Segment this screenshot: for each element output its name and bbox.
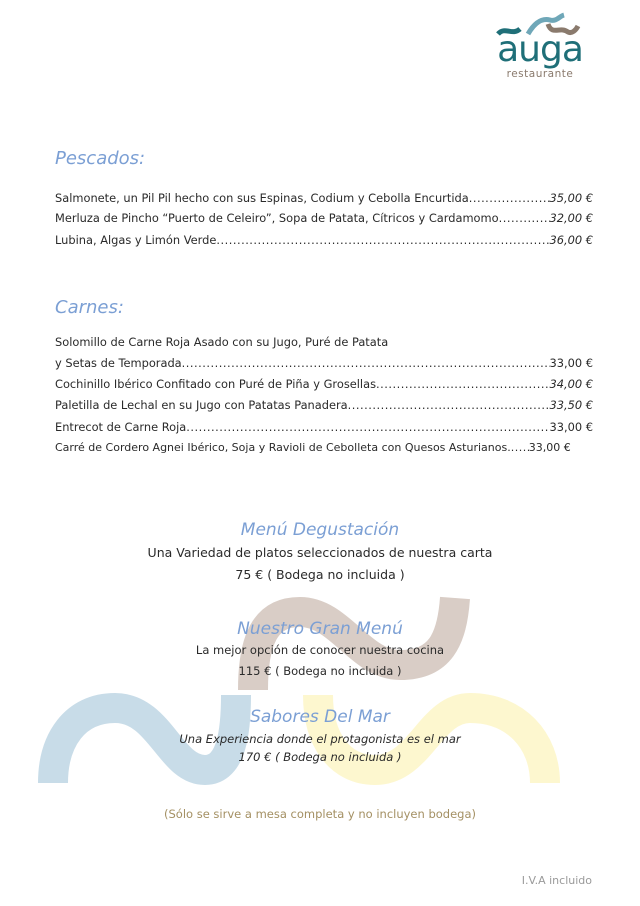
leader-dots bbox=[499, 211, 550, 225]
item-price: 35,00 € bbox=[549, 191, 593, 205]
menu-degustacion-title: Menú Degustación bbox=[240, 520, 400, 540]
menu-item bbox=[55, 233, 593, 247]
menu-item-line1 bbox=[55, 335, 593, 349]
leader-dots bbox=[376, 377, 550, 391]
item-price: 33,00 € bbox=[549, 356, 593, 370]
logo-wave-icon bbox=[490, 12, 590, 38]
iva-note: I.V.A incluido bbox=[521, 874, 592, 887]
restaurant-logo bbox=[490, 12, 590, 80]
menu-degustacion-description: Una Variedad de platos seleccionados de nuestra carta bbox=[147, 545, 493, 560]
sabores-del-mar-price: 170 € ( Bodega no incluida ) bbox=[238, 750, 402, 764]
item-price: 36,00 € bbox=[549, 233, 593, 247]
section-title-pescados: Pescados: bbox=[55, 148, 146, 169]
menu-item bbox=[55, 420, 593, 434]
leader-dots bbox=[348, 398, 550, 412]
menu-item bbox=[55, 398, 593, 412]
leader-dots bbox=[186, 420, 549, 434]
item-name: Solomillo de Carne Roja Asado con su Jugo, Puré de Patata bbox=[55, 335, 389, 349]
logo-subtitle: restaurante bbox=[506, 68, 574, 80]
menu-item bbox=[55, 211, 593, 225]
item-name: Carré de Cordero Agnei Ibérico, Soja y Ravioli de Cebolleta con Quesos Asturianos. bbox=[55, 441, 511, 454]
menu-item bbox=[55, 377, 593, 391]
leader-dots bbox=[469, 191, 550, 205]
sabores-del-mar-title: Sabores Del Mar bbox=[250, 707, 390, 727]
gran-menu-price: 115 € ( Bodega no incluida ) bbox=[238, 664, 402, 678]
menu-item bbox=[55, 441, 593, 455]
sabores-del-mar-description: Una Experiencia donde el protagonista es el mar bbox=[179, 732, 461, 746]
gran-menu-title: Nuestro Gran Menú bbox=[237, 619, 403, 639]
logo-wordmark: auga bbox=[497, 29, 583, 70]
item-price: 33,00 € bbox=[549, 420, 593, 434]
menu-item bbox=[55, 356, 593, 370]
item-name: Lubina, Algas y Limón Verde bbox=[55, 233, 217, 247]
item-price: 33,00 € bbox=[528, 441, 571, 454]
item-price: 32,00 € bbox=[549, 211, 593, 225]
menu-item bbox=[55, 191, 593, 205]
item-price: 34,00 € bbox=[549, 377, 593, 391]
item-name: Paletilla de Lechal en su Jugo con Patatas Panadera bbox=[55, 398, 348, 412]
gran-menu-description: La mejor opción de conocer nuestra cocina bbox=[195, 643, 445, 657]
item-name: y Setas de Temporada bbox=[55, 356, 182, 370]
item-name: Salmonete, un Pil Pil hecho con sus Espinas, Codium y Cebolla Encurtida bbox=[55, 191, 469, 205]
item-name: Merluza de Pincho “Puerto de Celeiro”, Sopa de Patata, Cítricos y Cardamomo bbox=[55, 211, 499, 225]
menu-degustacion-price: 75 € ( Bodega no incluida ) bbox=[235, 567, 405, 582]
item-name: Entrecot de Carne Roja bbox=[55, 420, 187, 434]
leader-dots bbox=[511, 441, 529, 455]
item-price: 33,50 € bbox=[549, 398, 593, 412]
item-name: Cochinillo Ibérico Confitado con Puré de Piña y Grosellas bbox=[55, 377, 377, 391]
table-note: (Sólo se sirve a mesa completa y no incluyen bodega) bbox=[164, 807, 476, 821]
leader-dots bbox=[216, 233, 549, 247]
leader-dots bbox=[182, 356, 550, 370]
section-title-carnes: Carnes: bbox=[55, 297, 124, 318]
